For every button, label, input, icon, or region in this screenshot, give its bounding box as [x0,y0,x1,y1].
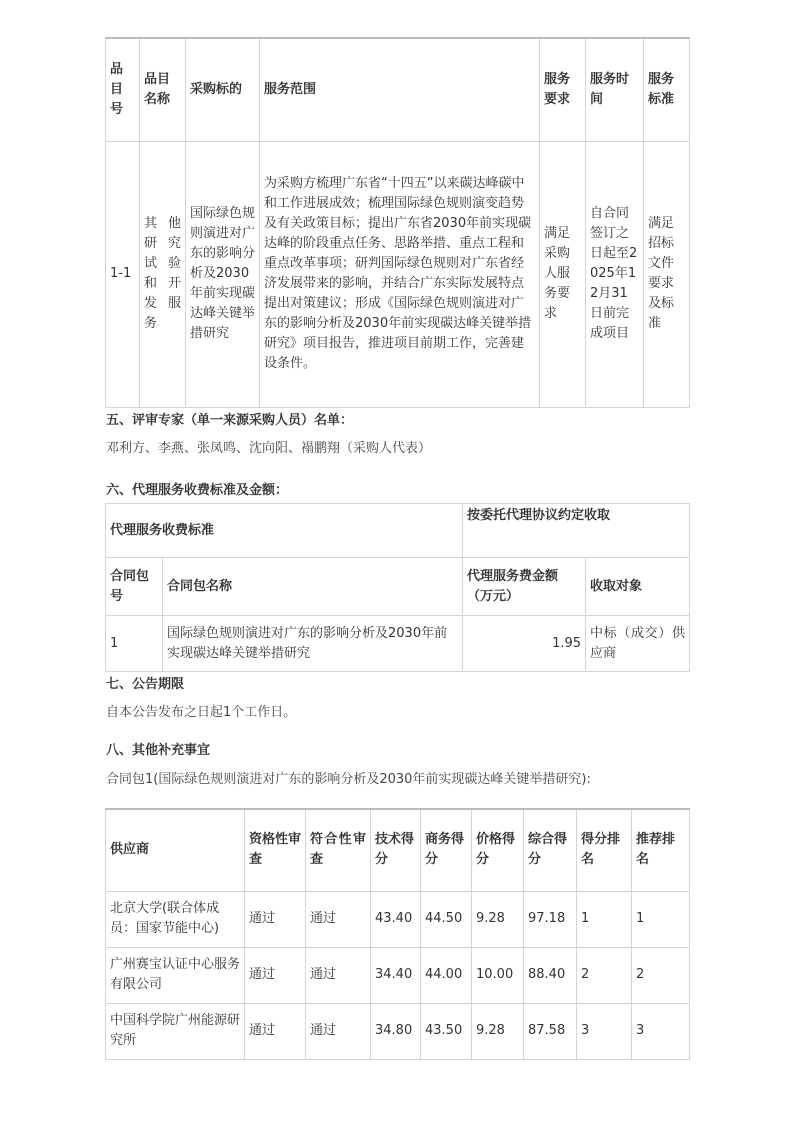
requirement-cell: 满足采购人服务要求 [540,141,586,407]
col-header-item-name: 品目名称 [140,38,186,141]
col-header-supplier: 供应商 [106,809,245,891]
col-header-fee-target: 收取对象 [586,558,690,616]
compliance-cell: 通过 [306,1003,371,1059]
score-rank-cell: 1 [577,891,632,947]
price-score-cell: 9.28 [472,891,524,947]
col-header-scope: 服务范围 [260,38,540,141]
table-row [106,141,690,407]
agency-fee-table [105,503,690,672]
qualification-cell: 通过 [245,891,306,947]
recommend-rank-cell: 3 [632,1003,690,1059]
col-header-technical-score: 技术得分 [371,809,421,891]
section7-heading: 七、公告期限 [106,677,185,692]
price-score-cell: 9.28 [472,1003,524,1059]
qualification-cell: 通过 [245,1003,306,1059]
supplier-cell: 北京大学(联合体成员：国家节能中心) [106,891,245,947]
recommend-rank-cell: 1 [632,891,690,947]
section5-expert-list: 邓利方、李燕、张凤鸣、沈向阳、褟鹏翔（采购人代表） [106,441,432,456]
fee-target-cell: 中标（成交）供应商 [586,616,690,672]
supplier-cell: 广州赛宝认证中心服务有限公司 [106,947,245,1003]
col-header-item-no: 品目号 [106,38,140,141]
col-header-total-score: 综合得分 [524,809,577,891]
table-row [106,1003,690,1059]
time-cell: 自合同签订之日起至2025年12月31日前完成项目 [586,141,644,407]
price-score-cell: 10.00 [472,947,524,1003]
table-header-row [106,809,690,891]
technical-score-cell: 34.80 [371,1003,421,1059]
score-rank-cell: 3 [577,1003,632,1059]
table-header-row [106,38,690,141]
scope-cell: 为采购方梳理广东省“十四五”以来碳达峰碳中和工作进展成效；梳理国际绿色规则演变趋势及有关政策目标；提出广东省2030年前实现碳达峰的阶段重点任务、思路举措、重点工程和重点改革事项；研判国际绿色规则对广东省经济发展带来的影响，并结合广东实际发展特点提出对策建议；形成《国际绿色规则演进对广东的影响分析及2030年前实现碳达峰关键举措研究》项目报告，推进项目前期工作，完善建设条件。 [260,141,540,407]
total-score-cell: 87.58 [524,1003,577,1059]
col-header-standard: 服务标准 [644,38,690,141]
section7-text: 自本公告发布之日起1个工作日。 [106,705,297,720]
fee-amount-cell: 1.95 [463,616,586,672]
qualification-cell: 通过 [245,947,306,1003]
business-score-cell: 44.50 [421,891,472,947]
col-header-fee-amount: 代理服务费金额（万元） [463,558,586,616]
section8-text: 合同包1(国际绿色规则演进对广东的影响分析及2030年前实现碳达峰关键举措研究): [106,772,591,787]
item-name-cell: 其他研究试验和开发服务 [140,141,186,407]
table-row [106,891,690,947]
col-header-qualification-review: 资格性审查 [245,809,306,891]
business-score-cell: 44.00 [421,947,472,1003]
business-score-cell: 43.50 [421,1003,472,1059]
supplier-cell: 中国科学院广州能源研究所 [106,1003,245,1059]
col-header-requirement: 服务要求 [540,38,586,141]
item-no-cell: 1-1 [106,141,140,407]
table-row [106,616,690,672]
section5-heading: 五、评审专家（单一来源采购人员）名单： [106,413,354,428]
fee-standard-value: 按委托代理协议约定收取 [463,504,690,558]
fee-header-row [106,558,690,616]
evaluation-results-table [105,808,690,1060]
procurement-items-table [105,37,690,408]
col-header-price-score: 价格得分 [472,809,524,891]
section8-heading: 八、其他补充事宜 [106,743,211,758]
fee-standard-row [106,504,690,558]
score-rank-cell: 2 [577,947,632,1003]
target-cell: 国际绿色规则演进对广东的影响分析及2030年前实现碳达峰关键举措研究 [186,141,260,407]
package-no-cell: 1 [106,616,163,672]
col-header-package-no: 合同包号 [106,558,163,616]
col-header-target: 采购标的 [186,38,260,141]
technical-score-cell: 43.40 [371,891,421,947]
table-row [106,947,690,1003]
package-name-cell: 国际绿色规则演进对广东的影响分析及2030年前实现碳达峰关键举措研究 [163,616,463,672]
technical-score-cell: 34.40 [371,947,421,1003]
col-header-time: 服务时间 [586,38,644,141]
col-header-compliance-review: 符合性审查 [306,809,371,891]
total-score-cell: 88.40 [524,947,577,1003]
col-header-score-rank: 得分排名 [577,809,632,891]
recommend-rank-cell: 2 [632,947,690,1003]
col-header-recommend-rank: 推荐排名 [632,809,690,891]
total-score-cell: 97.18 [524,891,577,947]
col-header-package-name: 合同包名称 [163,558,463,616]
fee-standard-label: 代理服务收费标准 [106,504,463,558]
standard-cell: 满足招标文件要求及标准 [644,141,690,407]
section6-heading: 六、代理服务收费标准及金额： [106,483,289,498]
compliance-cell: 通过 [306,891,371,947]
col-header-business-score: 商务得分 [421,809,472,891]
compliance-cell: 通过 [306,947,371,1003]
